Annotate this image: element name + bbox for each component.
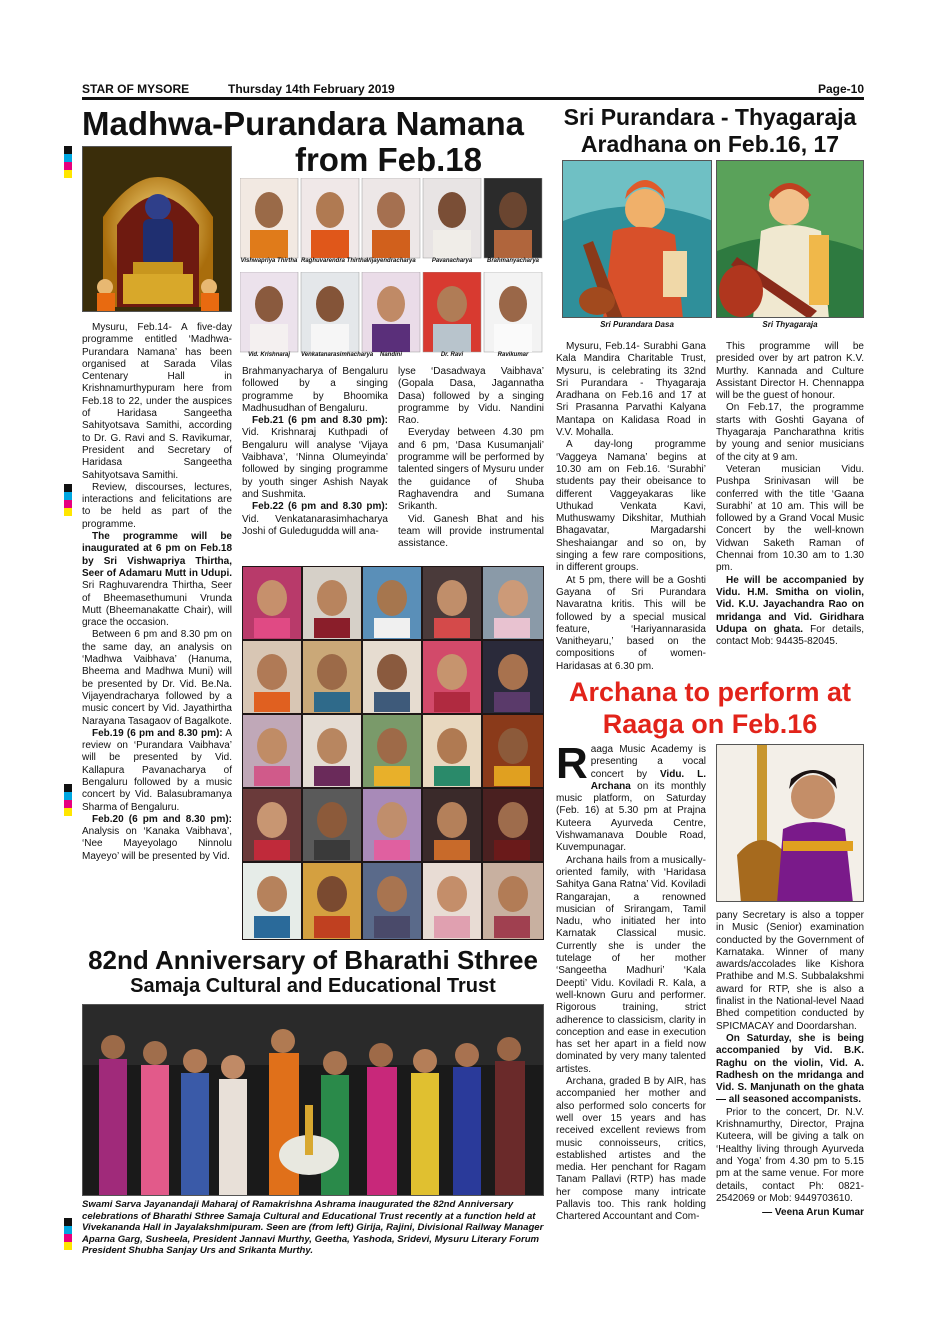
paragraph: Archana, graded B by AIR, has accompanied her mother and also performed solo concerts for well over 15 years and has received excellent reviews from music connoisseurs, critics, established artistes and the media. Her penchant for Ragam Tanam Pallavi (RTP) has made her compose many intricate Pallavis too. This rank holding Chartered Accountant and Com- — [556, 1076, 706, 1223]
paragraph: Mysuru, Feb.14- A five-day programme entitled ‘Madhwa-Purandara Namana’ has been organised at Sarada Vilas Centenary Hall in Krishnamurthypuram here from Feb.18 to 22, under the auspices of Haridasa Sangeetha Sahityotsava Samithi, according to Dr. G. Ravi and S. Ravikumar, President and Secretary of Haridasa Sangeetha Sahityotsava Samithi. — [82, 322, 232, 481]
bharathi-event-photo — [82, 1004, 544, 1196]
color-registration-bar — [64, 146, 72, 178]
paragraph — [556, 739, 706, 855]
madhwa-column-3 — [398, 366, 544, 550]
aradhana-headline — [556, 104, 864, 158]
text: aaga Music Academy is presenting a vocal concert by — [590, 744, 706, 780]
portrait-caption: Pavanacharya — [431, 258, 473, 264]
purandara-caption: Sri Purandara Dasa — [600, 320, 674, 329]
text: on its monthly music platform, on Saturday (Feb. 16) at 5.30 pm at Prajna Kuteera Ayurveda Centre, Vishwamanava Double Road, Kuvempunagar. — [556, 780, 706, 854]
archana-headline-line2: Raaga on Feb.16 — [602, 709, 818, 739]
purandara-dasa-painting — [562, 160, 712, 318]
bold-text: On Saturday, she is being accompanied by Vid. B.K. Raghu on the violin, Vid. A. Radhesh on the mridanga and Vid. S. Manjunath on the ghata — all seasoned accompanists. — [716, 1032, 864, 1106]
thyagaraja-painting — [716, 160, 864, 318]
bharathi-headline-line2: Samaja Cultural and Educational Trust — [130, 975, 496, 997]
portrait-caption: Dr. Ravi — [440, 352, 464, 358]
aradhana-column-1 — [556, 341, 706, 673]
paragraph: Everyday between 4.30 pm and 6 pm, ‘Dasa Kusumanjali’ programme will be performed by talented singers of Mysuru under the guidance of Shuba Raghavendra and Sumana Srikanth. — [398, 427, 544, 513]
paragraph — [82, 814, 232, 863]
author-signature: — Veena Arun Kumar — [762, 1207, 864, 1219]
portraits-row-1 — [240, 178, 544, 264]
bold-text: Vidu. L. Archana — [590, 768, 706, 792]
madhwa-column-2 — [242, 366, 388, 538]
madhwa-headline-line2: from Feb.18 — [294, 141, 482, 178]
portrait-caption: Raghuvarendra Thirtha — [301, 258, 368, 264]
paragraph: Mysuru, Feb.14- Surabhi Gana Kala Mandira Charitable Trust, Mysuru, is celebrating its 32nd Sri Purandara - Thyagaraja Aradhana on Feb.16 and 17 at Sri Prasanna Parvathi Kalyana Mantapa on Kalidasa Road in V.V. Mohalla. — [556, 341, 706, 439]
color-registration-bar — [64, 1218, 72, 1250]
madhwa-headline-line1: Madhwa-Purandara Namana — [82, 105, 524, 142]
madhwa-column-1 — [82, 322, 232, 863]
portraits-row-2 — [240, 272, 544, 358]
portrait-caption: Brahmanyacharya — [486, 258, 540, 264]
paragraph: This programme will be presided over by art patron K.V. Murthy. Kannada and Culture Assistant Director H. Chennappa will be the guest of honour. — [716, 341, 864, 402]
aradhana-headline-line1: Sri Purandara - Thyagaraja — [563, 104, 857, 130]
paragraph: Prior to the concert, Dr. N.V. Krishnamurthy, Director, Prajna Kuteera, will be giving a talk on ‘Healthy living through Ayurveda and Yoga’ from 4.30 pm to 5.15 pm at the same venue. For more details, contact Ph: 0821-2542069 or Mob: 9449703610. — [716, 1106, 864, 1204]
paragraph: lyse ‘Dasadwaya Vaibhava’ (Gopala Dasa, Jagannatha Dasa) followed by a singing programme by Vidu. Nandini Rao. — [398, 366, 544, 427]
drop-cap: R — [556, 739, 588, 788]
text: A review on ‘Purandara Vaibhava’ will be presented by Vid. Kallapura Pavanacharya of Bengaluru followed by a music concert by Vid. Balasubramanya Sharma of Bengaluru. — [82, 727, 232, 813]
portrait-caption: Vijayendracharya — [366, 258, 416, 264]
bold-text: The programme will be inaugurated at 6 pm on Feb.18 by Sri Vishwapriya Thirtha, Seer of Adamaru Mutt in Udupi. — [82, 531, 232, 579]
archana-headline-line1: Archana to perform at — [568, 677, 852, 707]
portrait-caption: Venkatanarasimhacharya — [301, 352, 374, 358]
young-singers-collage — [242, 566, 544, 940]
text: For details, contact Mob: 94435-82045. — [716, 623, 864, 648]
aradhana-column-2 — [716, 341, 864, 648]
madhwacharya-deity-image — [82, 146, 232, 312]
paragraph: A day-long programme ‘Vaggeya Namana’ begins at 10.30 am on Feb.16. ‘Surabhi’ students pay their obeisance to different Vaggeyakaras like Uthukad Venkata Kavi, Muthuswamy Dikshitar, Muthiah Bhagavatar, Margadarshi Sheshaiangar and so on, by singing a few rare compositions, in different groups. — [556, 439, 706, 574]
paragraph — [716, 575, 864, 649]
paragraph: Vid. Ganesh Bhat and his team will provide instrumental assistance. — [398, 513, 544, 550]
text: Analysis on ‘Kanaka Vaibhava’, ‘Nee Mayeyolago Ninnolu Mayeyo’ will be presented by Vid. — [82, 826, 232, 862]
text: Vid. Krishnaraj Kuthpadi of Bengaluru will analyse ‘Vijaya Vaibhava’, ‘Ninna Olumeyinda’ followed by singing programme by youth singer Ashish Nayak and Sushmita. — [242, 427, 388, 500]
schedule-label: Feb.22 (6 pm and 8.30 pm): — [252, 501, 388, 513]
color-registration-bar — [64, 484, 72, 516]
portrait-caption: Vid. Krishnaraj — [247, 352, 291, 358]
issue-date: Thursday 14th February 2019 — [228, 82, 395, 96]
portrait-caption: Nandini — [380, 352, 402, 358]
text: Sri Raghuvarendra Thirtha, Seer of Bheemasethumuni Vrunda Mutt (Bheemanakatte Chair), will grace the occasion. — [82, 580, 232, 629]
paragraph — [82, 531, 232, 629]
color-registration-bar — [64, 784, 72, 816]
paragraph — [82, 728, 232, 814]
paragraph: Review, discourses, lectures, interactions and felicitations are to be held as part of the programme. — [82, 481, 232, 530]
archana-portrait — [716, 744, 864, 902]
text: Vid. Venkatanarasimhacharya Joshi of Guledugudda will ana- — [242, 513, 388, 537]
bharathi-headline-line1: 82nd Anniversary of Bharathi Sthree — [88, 945, 538, 975]
bharathi-photo-caption: Swami Sarva Jayanandaji Maharaj of Ramakrishna Ashrama inaugurated the 82nd Anniversary celebrations of Bharathi Sthree Samaja Cultural and Educational Trust recently at a function held at Vivekananda Hall in Jayalakshmipuram. Seen are (from left) Girija, Rajini, Divisional Railway Manager Aparna Garg, Susheela, President Jannavi Murthy, Geetha, Yashoda, Sridevi, Mysuru Literary Forum President Shubha Sanjay Urs and Srikanta Murthy. — [82, 1199, 544, 1256]
paragraph: Between 6 pm and 8.30 pm on the same day, an analysis on ‘Madhwa Vaibhava’ (Hanuma, Bheema and Madhwa Muni) will be presented by Dr. Vid. Be.Na. Vijayendracharya followed by a music concert by Vid. Jayathirtha Narayana Tasagaov of Bagalkote. — [82, 629, 232, 727]
paragraph: Brahmanyacharya of Bengaluru followed by a singing programme by Bhoomika Madhusudhan of Bengaluru. — [242, 366, 388, 414]
masthead — [82, 80, 864, 100]
paragraph — [242, 501, 388, 538]
paragraph: Archana hails from a musically-oriented family, with ‘Haridasa Sahitya Gana Ratna’ Vid. Koviladi Rangarajan, a renowned musician of Srirangam, Tamil Nadu, who initiated her into Karnatak Classical music. Currently she is under the tutelage of her mother ‘Sangeetha Madhuri’ ‘Kala Deepti’ Vidu. Koviladi R. Kala, a well-known Guru and performer. Rigorous training, strict adherence to classicism, clarity in conception and ease in execution has set her apart in a field now dominated by very many talented artistes. — [556, 854, 706, 1075]
archana-column-1 — [556, 739, 706, 1224]
paragraph: pany Secretary is also a topper in Music (Senior) examination conducted by the Government of Karnataka. Winner of many awards/accolades like Kishora Prathibe and M.S. Subbalakshmi award for RTP, she is also a finalist in the National-level Naad Bhed competition conducted by SPICMACAY and Doordarshan. — [716, 910, 864, 1032]
paragraph — [716, 1033, 864, 1107]
schedule-label: Feb.21 (6 pm and 8.30 pm): — [252, 415, 388, 427]
archana-column-2 — [716, 910, 864, 1219]
paper-name: STAR OF MYSORE — [82, 82, 190, 96]
archana-headline — [556, 676, 864, 740]
paragraph — [242, 415, 388, 501]
aradhana-headline-line2: Aradhana on Feb.16, 17 — [580, 131, 840, 157]
schedule-label: Feb.20 (6 pm and 8.30 pm): — [92, 813, 232, 825]
paragraph: At 5 pm, there will be a Goshti Gayana of Sri Purandara Navaratna kritis. This will be followed by a special musical feature, ‘Hariyannarasida Vanitheyaru,’ based on the compositions of women-Haridasas at 6.30 pm. — [556, 574, 706, 672]
paragraph: Veteran musician Vidu. Pushpa Srinivasan will be conferred with the title ‘Gaana Surabhi’ at 10 am. This will be followed by a Grand Vocal Music Concert by the well-known Vidwan Saketh Raman of Chennai from 10.30 am to 1.30 pm. — [716, 463, 864, 574]
schedule-label: Feb.19 (6 pm and 8.30 pm): — [92, 727, 223, 739]
paragraph: On Feb.17, the programme starts with Goshti Gayana of Thyagaraja Pancharathna kritis by young and senior musicians of the city at 9 am. — [716, 402, 864, 463]
bharathi-headline — [82, 946, 544, 998]
bold-text: He will be accompanied by Vidu. H.M. Smitha on violin, Vid. K.U. Jayachandra Rao on mridanga and Vid. Giridhara Udupa on ghata. — [716, 574, 864, 635]
thyagaraja-caption: Sri Thyagaraja — [762, 320, 818, 329]
portrait-caption: Vishwapriya Thirtha — [240, 258, 298, 264]
page-number: Page-10 — [817, 82, 864, 96]
portrait-caption: Ravikumar — [497, 352, 529, 358]
